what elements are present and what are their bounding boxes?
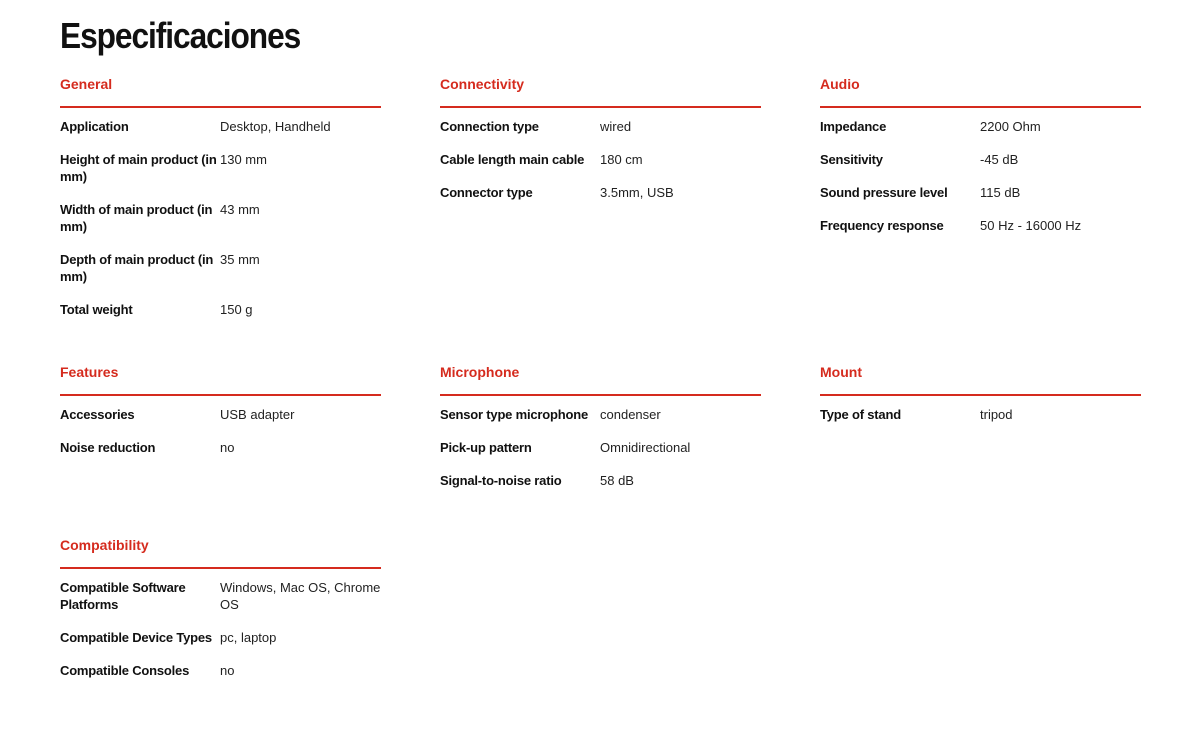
spec-value: Windows, Mac OS, Chrome OS bbox=[220, 580, 381, 612]
spec-value: 130 mm bbox=[220, 152, 267, 167]
group-title-features: Features bbox=[60, 364, 119, 380]
spec-list bbox=[820, 108, 1141, 250]
page-title: Especificaciones bbox=[60, 15, 301, 56]
spec-label: Cable length main cable bbox=[440, 152, 585, 167]
spec-row-sensitivity bbox=[820, 151, 1141, 184]
spec-group-compatibility bbox=[60, 537, 381, 695]
spec-row-type-of-stand bbox=[820, 396, 1141, 439]
spec-label: Sound pressure level bbox=[820, 185, 948, 200]
spec-value: Desktop, Handheld bbox=[220, 119, 331, 134]
spec-value: tripod bbox=[980, 407, 1013, 422]
spec-row-noise-reduction bbox=[60, 439, 381, 472]
spec-group-connectivity bbox=[440, 76, 761, 217]
spec-row-depth bbox=[60, 251, 381, 301]
spec-group-audio bbox=[820, 76, 1141, 250]
spec-label: Type of stand bbox=[820, 407, 901, 422]
spec-row-pickup-pattern bbox=[440, 439, 761, 472]
spec-group-mount bbox=[820, 364, 1141, 439]
spec-row-device-types bbox=[60, 629, 381, 662]
spec-value: 43 mm bbox=[220, 202, 260, 217]
spec-row-sensor-type bbox=[440, 396, 761, 439]
spec-value: 150 g bbox=[220, 302, 253, 317]
spec-group-features bbox=[60, 364, 381, 472]
spec-row-sound-pressure bbox=[820, 184, 1141, 217]
spec-group-general bbox=[60, 76, 381, 334]
spec-label: Noise reduction bbox=[60, 440, 156, 455]
spec-label: Connector type bbox=[440, 185, 533, 200]
spec-value: USB adapter bbox=[220, 407, 295, 422]
spec-row-consoles bbox=[60, 662, 381, 695]
spec-value: 115 dB bbox=[980, 185, 1021, 200]
spec-value: 50 Hz - 16000 Hz bbox=[980, 218, 1082, 233]
spec-label: Compatible Software Platforms bbox=[60, 580, 186, 612]
spec-label: Pick-up pattern bbox=[440, 440, 532, 455]
spec-label: Accessories bbox=[60, 407, 135, 422]
spec-row-signal-to-noise bbox=[440, 472, 761, 505]
spec-label: Sensor type microphone bbox=[440, 407, 589, 422]
spec-label: Height of main product (in mm) bbox=[60, 152, 217, 184]
spec-value: 180 cm bbox=[600, 152, 643, 167]
group-title-compatibility: Compatibility bbox=[60, 537, 149, 553]
spec-list bbox=[60, 569, 381, 695]
spec-label: Application bbox=[60, 119, 129, 134]
spec-label: Impedance bbox=[820, 119, 887, 134]
spec-row-width bbox=[60, 201, 381, 251]
spec-row-connection-type bbox=[440, 108, 761, 151]
spec-label: Compatible Consoles bbox=[60, 663, 190, 678]
group-title-connectivity: Connectivity bbox=[440, 76, 525, 92]
spec-label: Compatible Device Types bbox=[60, 630, 212, 645]
spec-value: -45 dB bbox=[980, 152, 1019, 167]
spec-value: pc, laptop bbox=[220, 630, 277, 645]
spec-label: Connection type bbox=[440, 119, 539, 134]
spec-value: 2200 Ohm bbox=[980, 119, 1041, 134]
spec-list bbox=[60, 396, 381, 472]
spec-label: Total weight bbox=[60, 302, 133, 317]
spec-value: condenser bbox=[600, 407, 661, 422]
spec-list bbox=[820, 396, 1141, 439]
spec-row-software-platforms bbox=[60, 569, 381, 629]
spec-row-impedance bbox=[820, 108, 1141, 151]
spec-value: no bbox=[220, 440, 235, 455]
spec-row-total-weight bbox=[60, 301, 381, 334]
spec-value: wired bbox=[600, 119, 632, 134]
spec-label: Sensitivity bbox=[820, 152, 883, 167]
spec-row-connector-type bbox=[440, 184, 761, 217]
spec-list bbox=[440, 396, 761, 505]
spec-value: 35 mm bbox=[220, 252, 260, 267]
spec-list bbox=[60, 108, 381, 334]
spec-row-height bbox=[60, 151, 381, 201]
spec-row-application bbox=[60, 108, 381, 151]
group-title-microphone: Microphone bbox=[440, 364, 520, 380]
spec-row-accessories bbox=[60, 396, 381, 439]
spec-value: Omnidirectional bbox=[600, 440, 691, 455]
group-title-general: General bbox=[60, 76, 113, 92]
spec-row-cable-length bbox=[440, 151, 761, 184]
spec-label: Depth of main product (in mm) bbox=[60, 252, 214, 284]
spec-list bbox=[440, 108, 761, 217]
group-title-audio: Audio bbox=[820, 76, 860, 92]
spec-value: 3.5mm, USB bbox=[600, 185, 674, 200]
spec-row-frequency-response bbox=[820, 217, 1141, 250]
group-title-mount: Mount bbox=[820, 364, 862, 380]
spec-label: Width of main product (in mm) bbox=[60, 202, 213, 234]
spec-group-microphone bbox=[440, 364, 761, 505]
spec-value: no bbox=[220, 663, 235, 678]
spec-label: Signal-to-noise ratio bbox=[440, 473, 562, 488]
spec-value: 58 dB bbox=[600, 473, 634, 488]
spec-label: Frequency response bbox=[820, 218, 944, 233]
